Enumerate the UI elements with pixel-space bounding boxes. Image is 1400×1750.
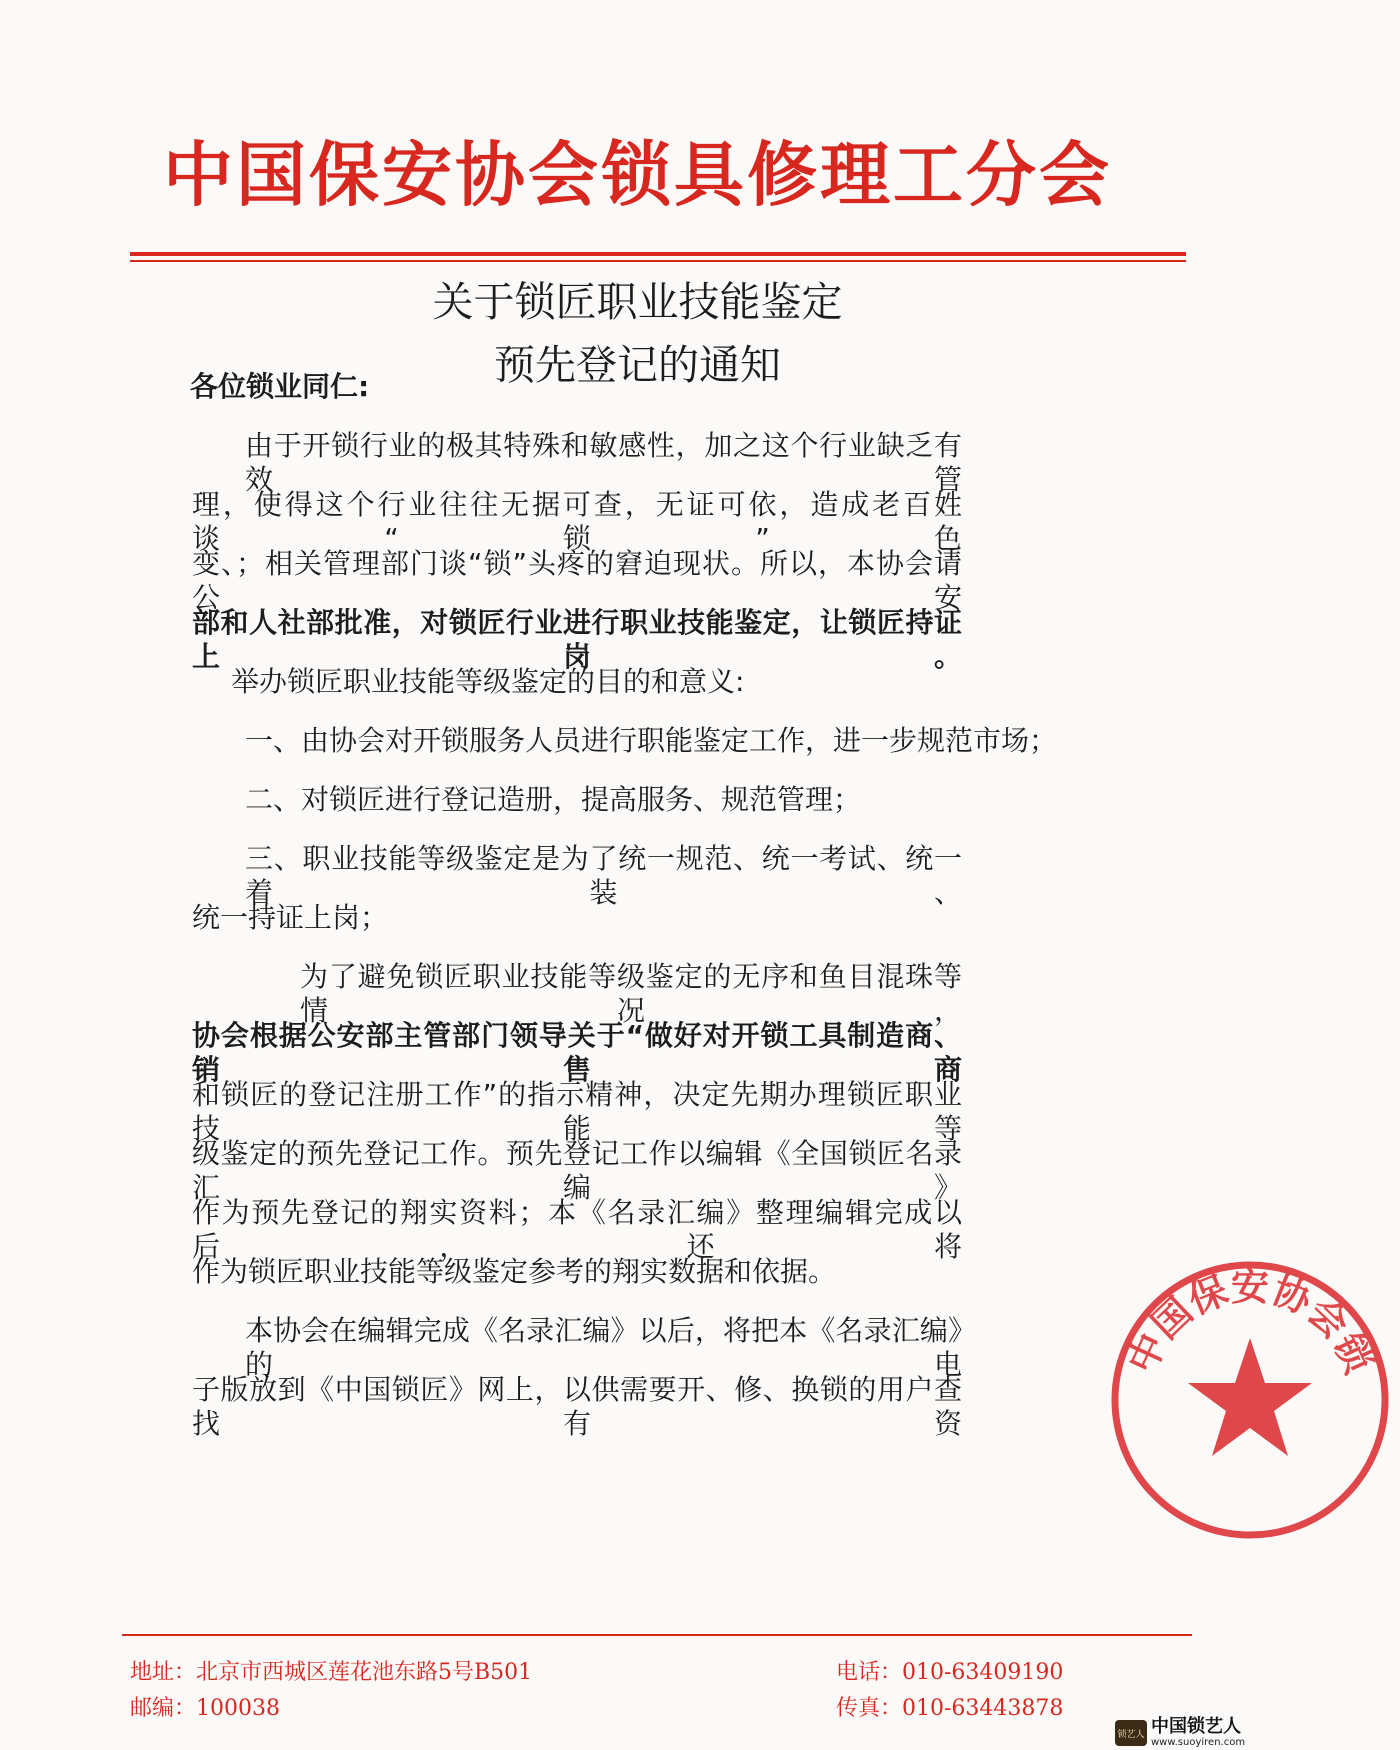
p2-line-3: 和锁匠的登记注册工作”的指示精神，决定先期办理锁匠职业技能等 xyxy=(192,1078,962,1145)
footer-address: 地址：北京市西城区莲花池东路5号B501 xyxy=(130,1660,533,1685)
p3-line-1: 本协会在编辑完成《名录汇编》以后，将把本《名录汇编》的电 xyxy=(245,1314,962,1381)
letterhead-rule-thin xyxy=(130,260,1186,262)
p1-line-4: 部和人社部批准，对锁匠行业进行职业技能鉴定，让锁匠持证上岗。 xyxy=(192,606,962,673)
salutation: 各位锁业同仁: xyxy=(190,370,370,403)
notice-title-line-2: 预先登记的通知 xyxy=(494,341,781,389)
p3-line-2: 子版放到《中国锁匠》网上，以供需要开、修、换锁的用户查找有资 xyxy=(192,1373,962,1440)
footer-phone: 电话：010-63409190 xyxy=(836,1660,1064,1685)
seal-star xyxy=(1188,1338,1312,1456)
p1-line-1: 由于开锁行业的极其特殊和敏感性，加之这个行业缺乏有效管 xyxy=(245,429,962,496)
seal-text: 中国保安协会锁 xyxy=(1118,1264,1382,1380)
item-1: 一、由协会对开锁服务人员进行职能鉴定工作，进一步规范市场； xyxy=(245,724,1058,757)
item-3: 三、职业技能等级鉴定是为了统一规范、统一考试、统一着装、 xyxy=(245,842,962,909)
letterhead-title: 中国保安协会锁具修理工分会 xyxy=(163,133,1112,216)
watermark-name: 中国锁艺人 xyxy=(1151,1716,1241,1737)
site-watermark xyxy=(1115,1716,1275,1750)
item-3-cont: 统一持证上岗； xyxy=(192,901,389,934)
p2-line-4: 级鉴定的预先登记工作。预先登记工作以编辑《全国锁匠名录汇编》 xyxy=(192,1137,962,1204)
footer-fax: 传真：010-63443878 xyxy=(836,1696,1064,1721)
p1-line-3: 变、；相关管理部门谈“锁”头疼的窘迫现状。所以，本协会请公安 xyxy=(192,547,962,614)
watermark-url: www.suoyiren.com xyxy=(1151,1737,1246,1748)
footer-rule xyxy=(122,1634,1192,1636)
footer-postcode: 邮编：100038 xyxy=(130,1696,280,1721)
watermark-badge-icon: 锁艺人 xyxy=(1115,1720,1147,1746)
p1-line-2: 理，使得这个行业往往无据可查，无证可依，造成老百姓谈“锁”色 xyxy=(192,488,962,555)
item-2: 二、对锁匠进行登记造册，提高服务、规范管理； xyxy=(245,783,862,816)
letterhead-rule-thick xyxy=(130,252,1186,256)
p2-line-1: 为了避免锁匠职业技能等级鉴定的无序和鱼目混珠等情况， xyxy=(300,960,962,1027)
p2-line-5: 作为预先登记的翔实资料；本《名录汇编》整理编辑完成以后，还将 xyxy=(192,1196,962,1263)
official-seal xyxy=(1100,1250,1400,1550)
notice-title-line-1: 关于锁匠职业技能鉴定 xyxy=(432,278,843,326)
purpose-heading: 举办锁匠职业技能等级鉴定的目的和意义: xyxy=(231,665,745,698)
p2-line-6: 作为锁匠职业技能等级鉴定参考的翔实数据和依据。 xyxy=(192,1255,837,1288)
p2-line-2: 协会根据公安部主管部门领导关于“做好对开锁工具制造商、销售商 xyxy=(192,1019,962,1086)
